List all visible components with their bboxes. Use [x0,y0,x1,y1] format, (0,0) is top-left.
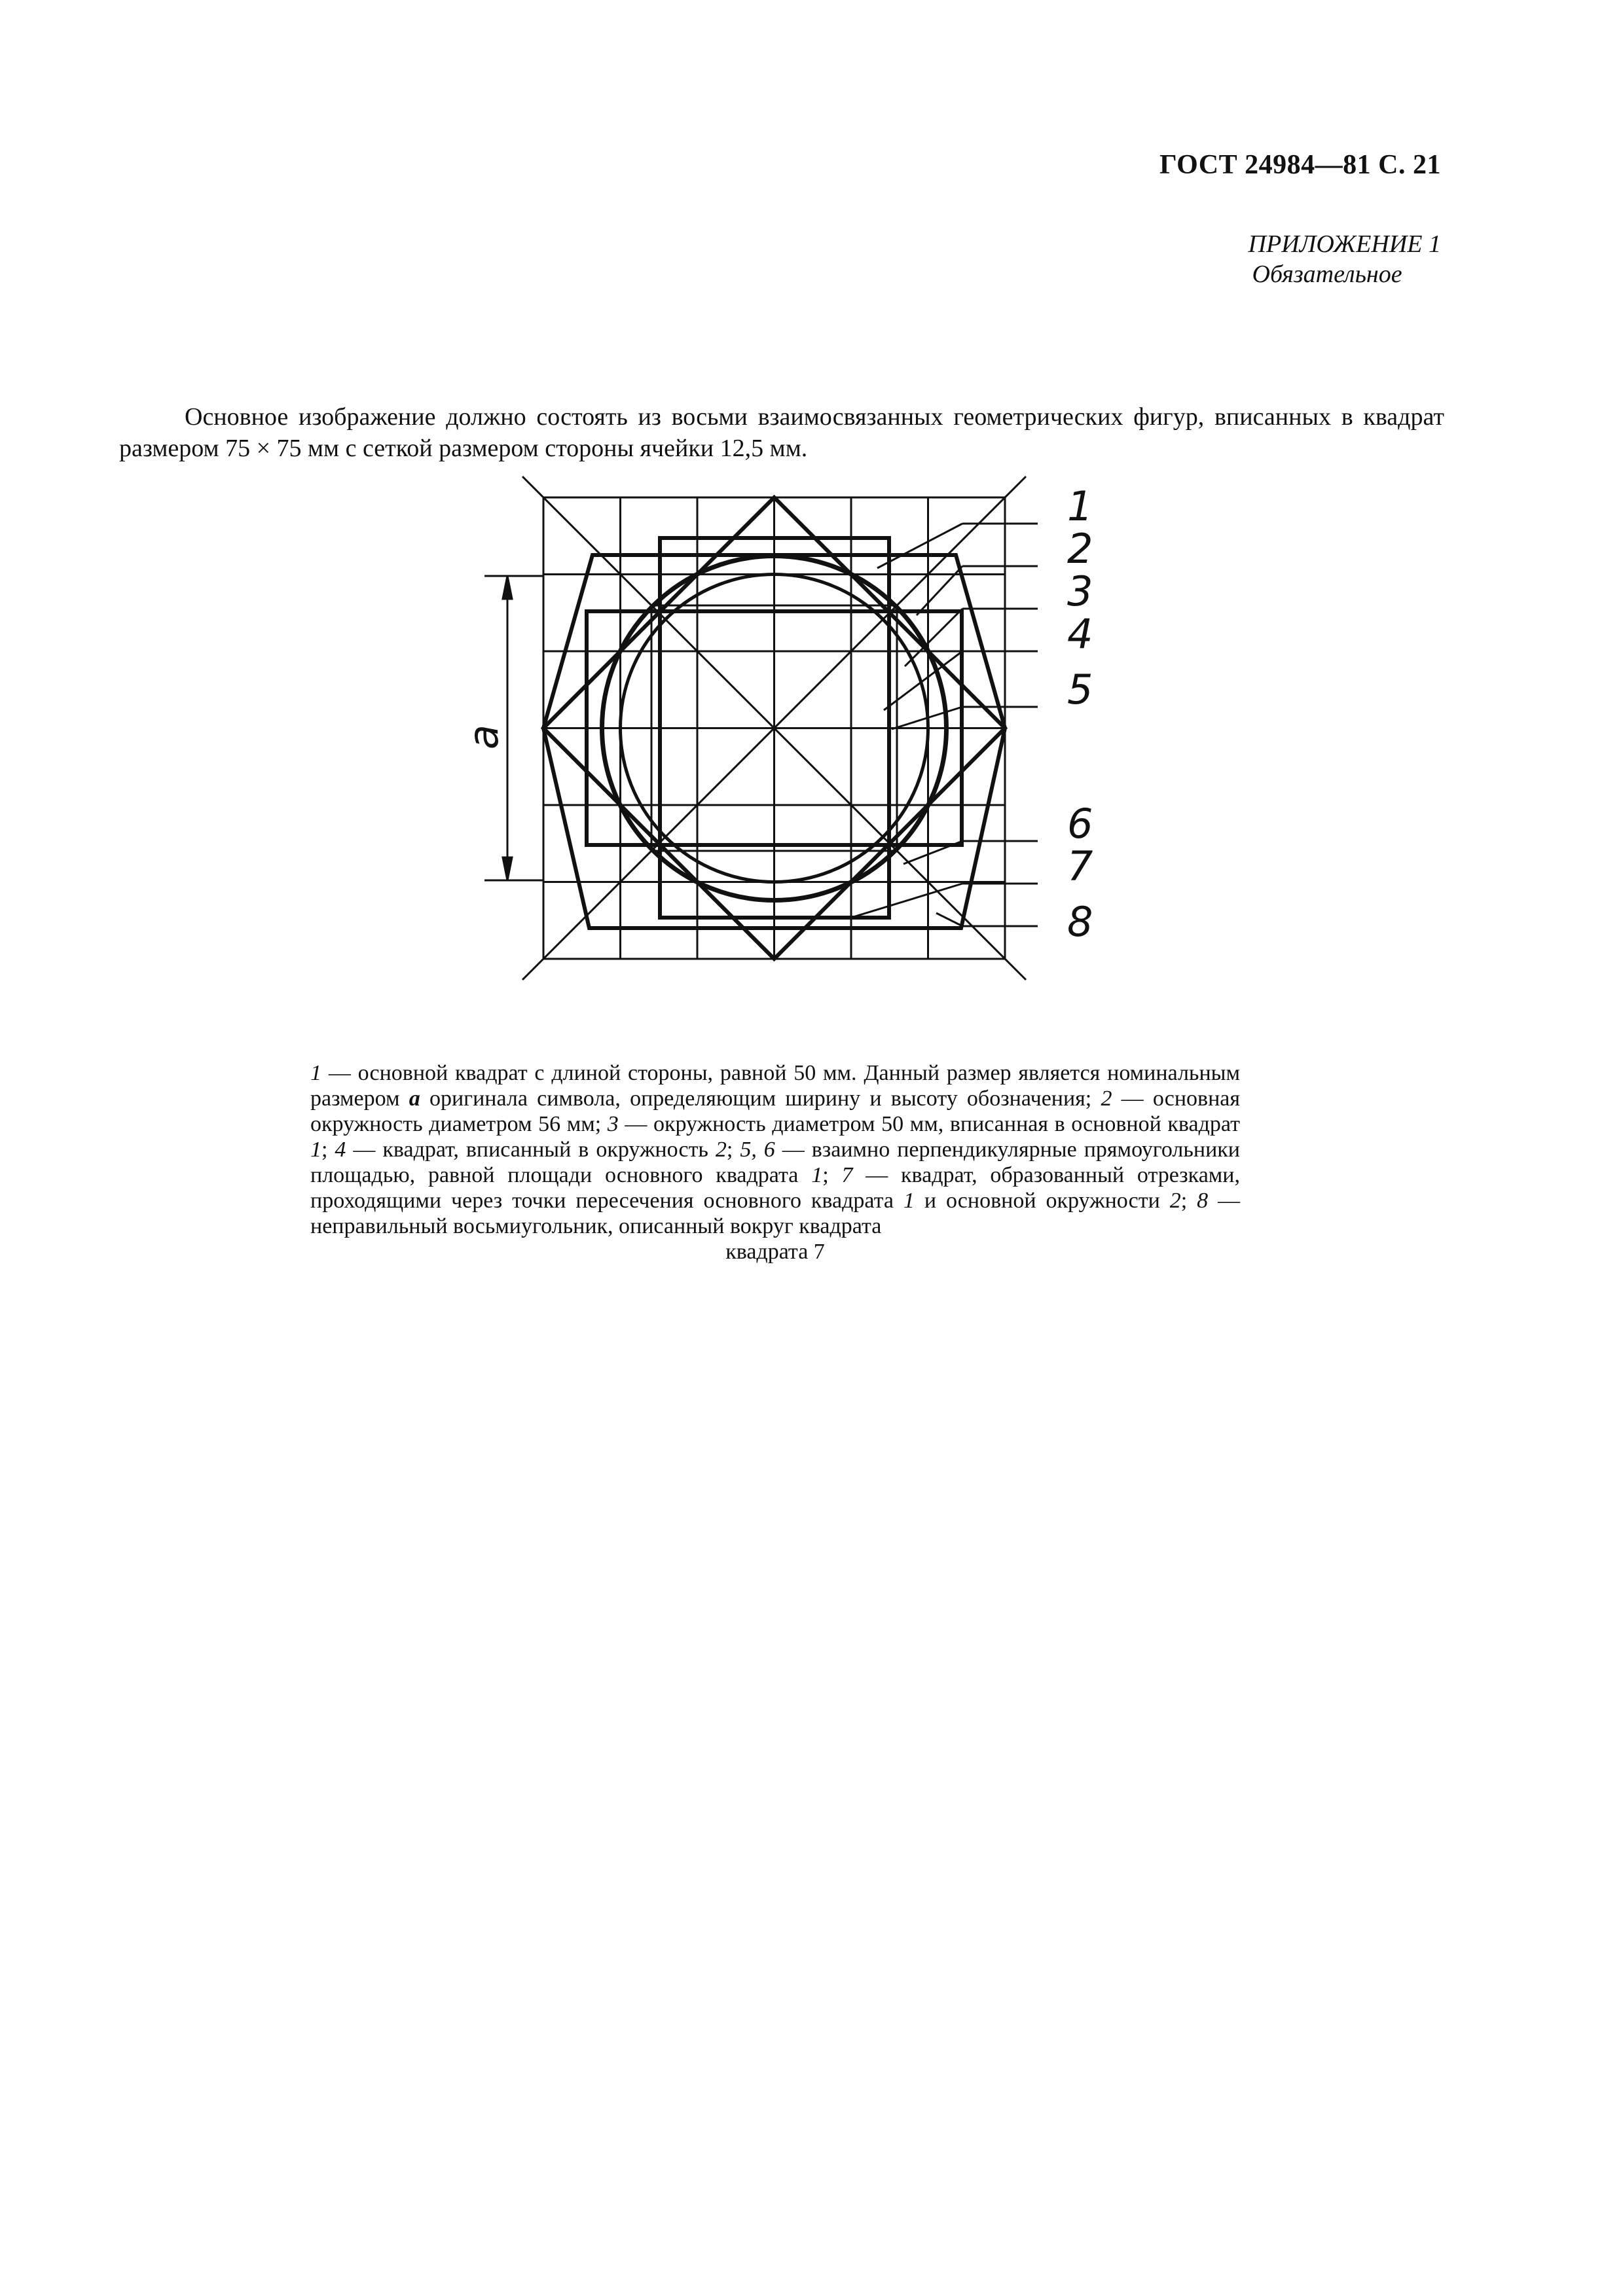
construction-figure [458,458,1113,1021]
callout-8: 8 [1067,898,1093,946]
construction-drawing [458,458,1113,1021]
intro-paragraph: Основное изображение должно состоять из восьми взаимосвязанных геометрических фигур, вписанных в квадрат размером 75 × 75 мм с сеткой размером стороны ячейки 12,5 мм. [119,403,1444,462]
appendix-status: Обязательное [1252,260,1402,288]
figure-caption: 1 — основной квадрат с длиной стороны, равной 50 мм. Данный размер является номинальным размером a оригинала символа, определяющим ширину и высоту обозначения; 2 — основная окружность диаметром 56 мм; 3 — окружность диаметром 50 мм, вписанная в основной квадрат 1; 4 — квадрат, вписанный в окружность 2; 5, 6 — взаимно перпендикулярные прямоугольники площадью, равной площади основного квадрата 1; 7 — квадрат, образованный отрезками, проходящими через точки пересечения основного квадрата 1 и основной окружности 2; 8 — неправильный восьмиугольник, описанный вокруг квадрата квадрата 7 [310,1061,1240,1264]
callout-4: 4 [1067,610,1093,658]
callout-1: 1 [1067,482,1093,530]
callout-3: 3 [1067,567,1093,615]
callout-6: 6 [1067,800,1093,848]
document-code-header: ГОСТ 24984—81 С. 21 [1159,150,1441,180]
dimension-label-a: a [460,725,507,749]
callout-7: 7 [1067,842,1093,890]
callout-5: 5 [1067,666,1093,713]
callout-2: 2 [1067,525,1093,573]
caption-last-line: квадрата 7 [725,1240,825,1264]
appendix-heading [1249,229,1441,289]
appendix-title: ПРИЛОЖЕНИЕ 1 [1248,230,1441,258]
